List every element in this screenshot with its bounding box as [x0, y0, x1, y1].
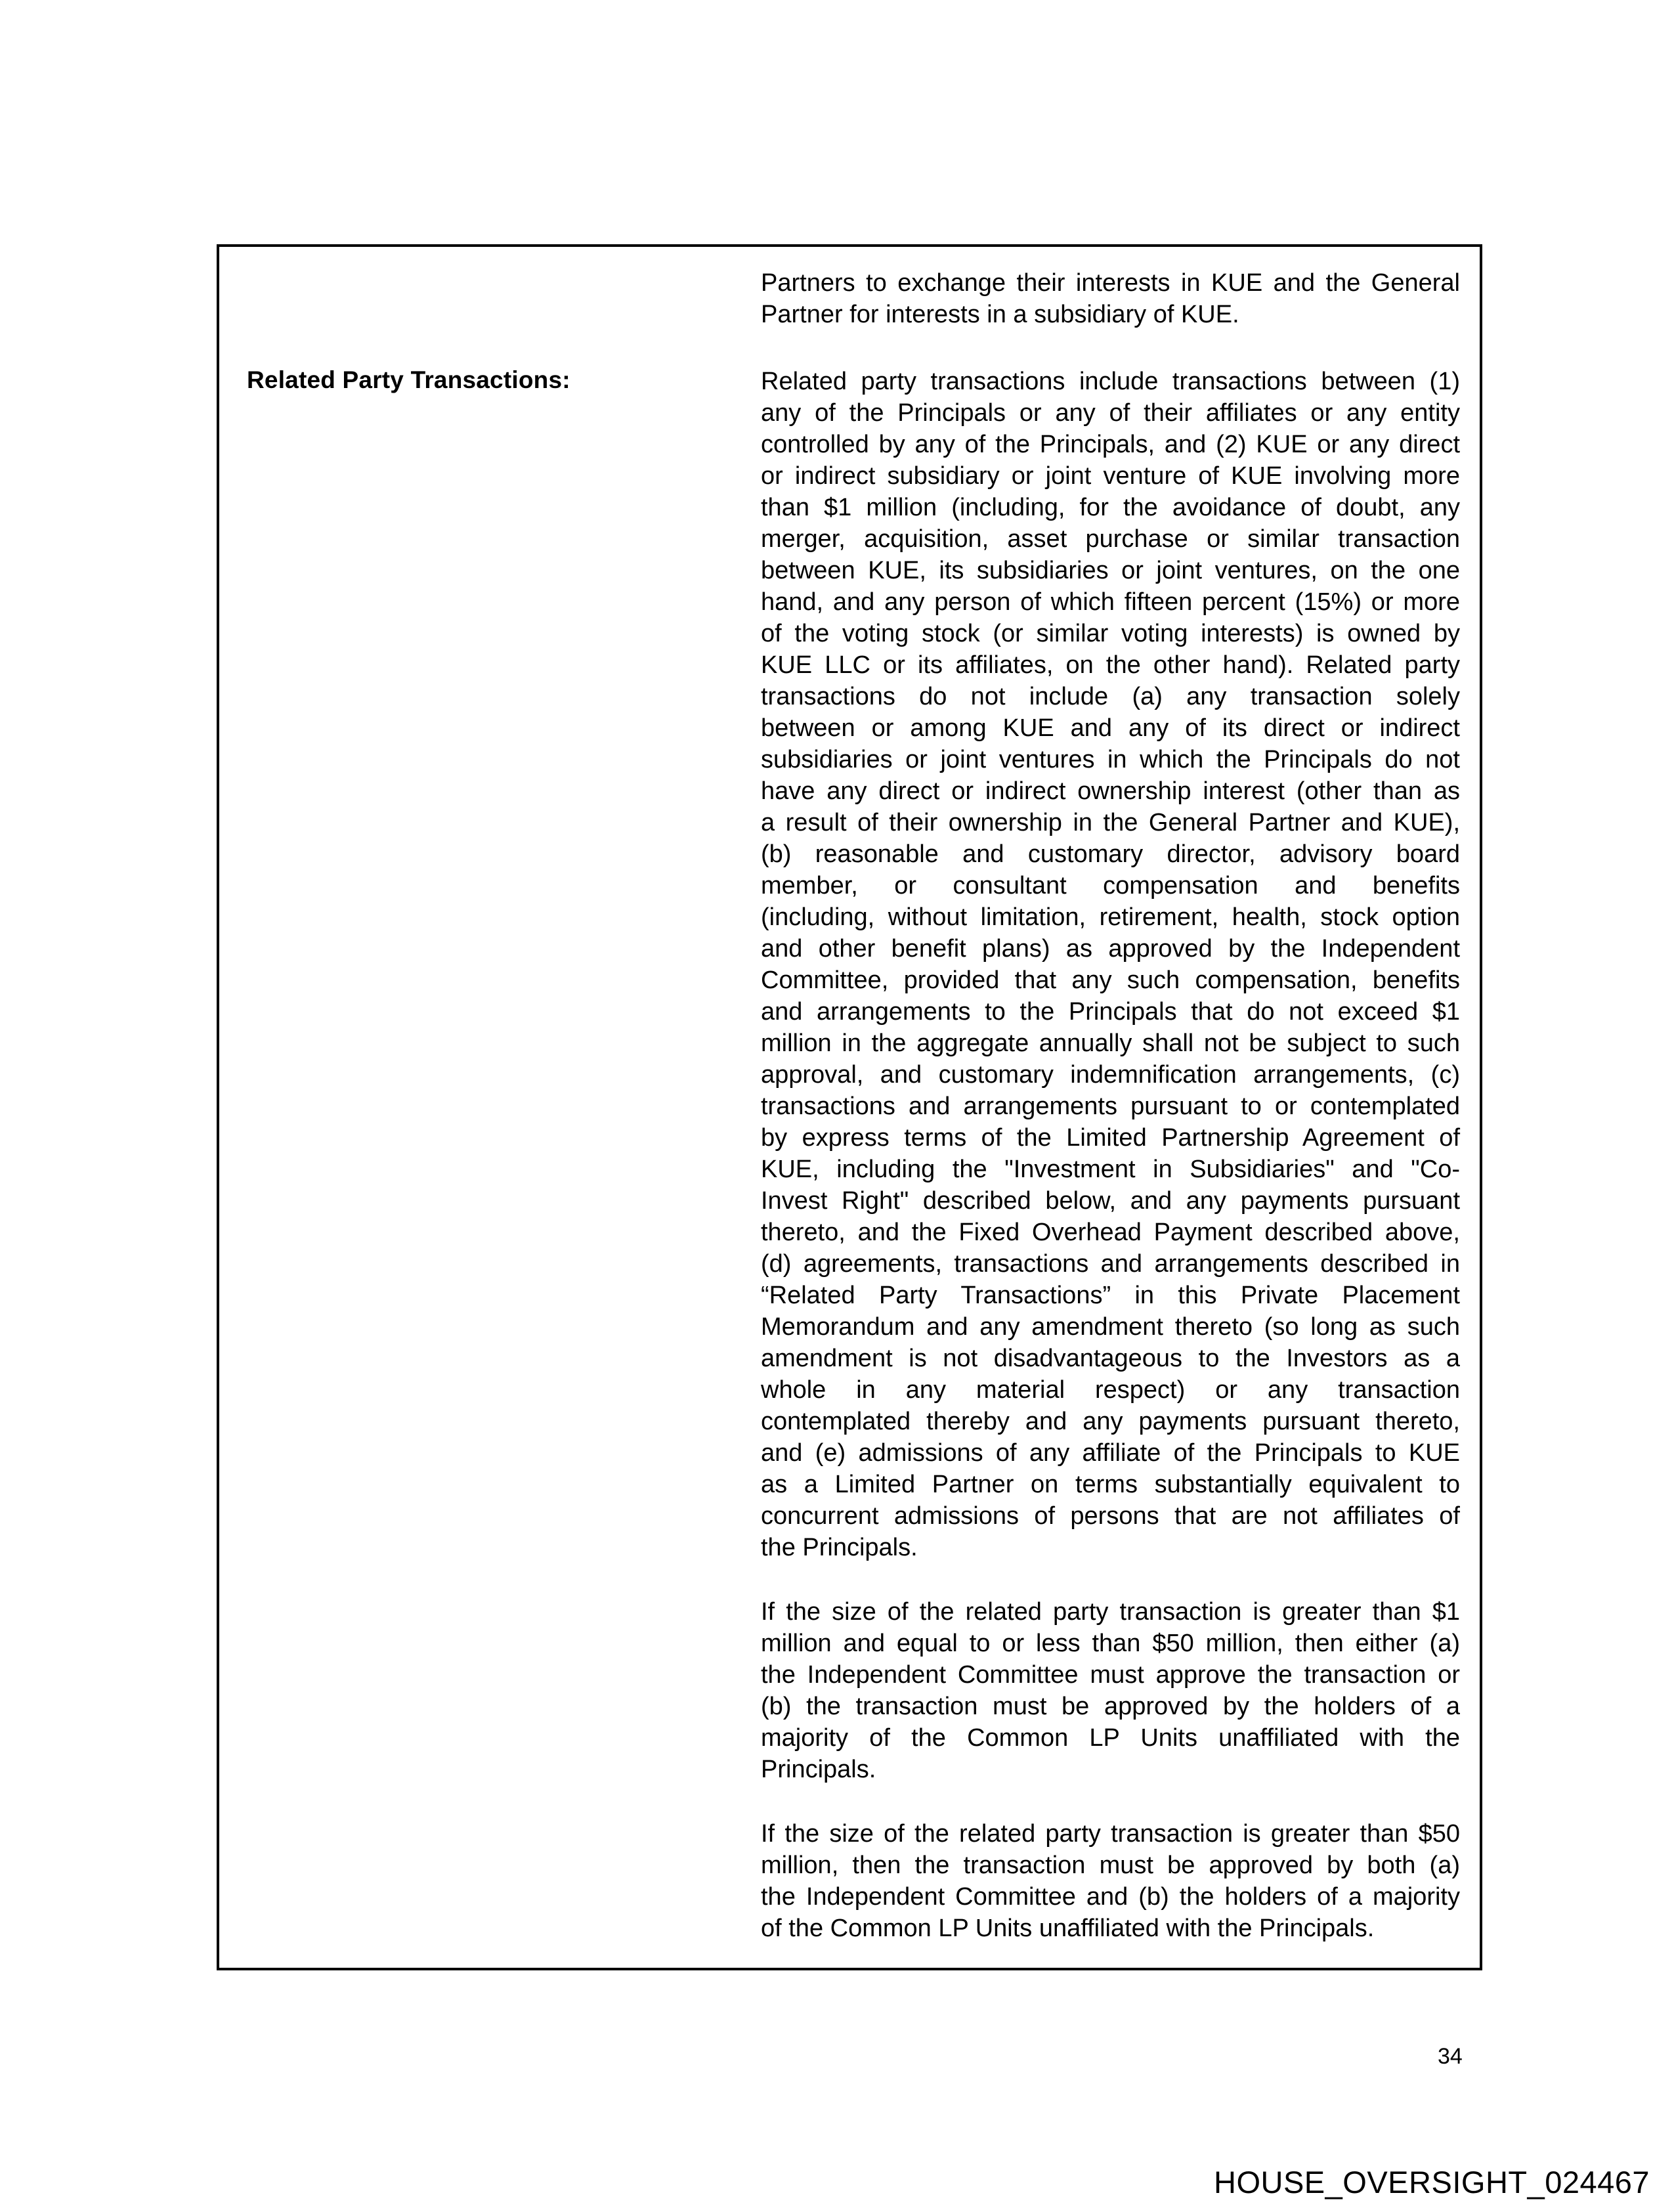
- text-line: the Principals.: [761, 1534, 918, 1561]
- text-line: member, or consultant compensation and benefits: [761, 872, 1460, 900]
- text-line: between or among KUE and any of its direct or indirect: [761, 714, 1460, 742]
- body-column: [761, 267, 1460, 1944]
- text-line: amendment is not disadvantageous to the Investors as a: [761, 1345, 1460, 1372]
- text-line: contemplated thereby and any payments pursuant thereto,: [761, 1408, 1460, 1435]
- text-line: by express terms of the Limited Partnership Agreement of: [761, 1124, 1460, 1152]
- text-line: If the size of the related party transaction is greater than $1: [761, 1598, 1460, 1626]
- text-line: subsidiaries or joint ventures in which the Principals do not: [761, 746, 1460, 773]
- text-line: of the Common LP Units unaffiliated with the Principals.: [761, 1915, 1375, 1942]
- text-line: (d) agreements, transactions and arrangements described in: [761, 1250, 1460, 1278]
- text-line: Related party transactions include transactions between (1): [761, 368, 1460, 395]
- text-line: as a Limited Partner on terms substantially equivalent to: [761, 1471, 1460, 1498]
- text-line: Memorandum and any amendment thereto (so long as such: [761, 1313, 1460, 1341]
- content-border-box: [217, 244, 1482, 1970]
- body-paragraph: [761, 267, 1460, 330]
- text-line: Partner for interests in a subsidiary of KUE.: [761, 301, 1239, 328]
- text-line: (b) reasonable and customary director, advisory board: [761, 840, 1460, 868]
- text-line: KUE LLC or its affiliates, on the other hand). Related party: [761, 651, 1460, 679]
- text-line: the Independent Committee must approve the transaction or: [761, 1661, 1460, 1689]
- text-line: merger, acquisition, asset purchase or similar transaction: [761, 525, 1460, 553]
- text-line: and (e) admissions of any affiliate of the Principals to KUE: [761, 1439, 1460, 1467]
- text-line: between KUE, its subsidiaries or joint ventures, on the one: [761, 557, 1460, 584]
- body-paragraph: [761, 366, 1460, 1563]
- text-line: If the size of the related party transaction is greater than $50: [761, 1820, 1460, 1848]
- body-paragraph: [761, 1596, 1460, 1785]
- text-line: KUE, including the "Investment in Subsidiaries" and "Co-: [761, 1156, 1460, 1183]
- text-line: whole in any material respect) or any transaction: [761, 1376, 1460, 1404]
- text-line: million and equal to or less than $50 million, then either (a): [761, 1630, 1460, 1657]
- text-line: or indirect subsidiary or joint venture of KUE involving more: [761, 462, 1460, 490]
- body-paragraph: [761, 1818, 1460, 1944]
- text-line: of the voting stock (or similar voting interests) is owned by: [761, 620, 1460, 647]
- text-line: concurrent admissions of persons that are not affiliates of: [761, 1502, 1460, 1530]
- text-line: million in the aggregate annually shall not be subject to such: [761, 1030, 1460, 1057]
- text-line: million, then the transaction must be approved by both (a): [761, 1852, 1460, 1879]
- text-line: transactions do not include (a) any transaction solely: [761, 683, 1460, 710]
- text-line: any of the Principals or any of their affiliates or any entity: [761, 399, 1460, 427]
- text-line: Principals.: [761, 1756, 876, 1783]
- text-line: have any direct or indirect ownership interest (other than as: [761, 777, 1460, 805]
- text-line: Partners to exchange their interests in KUE and the General: [761, 269, 1460, 297]
- page-number: 34: [1438, 2044, 1463, 2069]
- text-line: Committee, provided that any such compensation, benefits: [761, 966, 1460, 994]
- section-label: Related Party Transactions:: [247, 366, 570, 393]
- text-line: controlled by any of the Principals, and (2) KUE or any direct: [761, 431, 1460, 458]
- text-line: than $1 million (including, for the avoidance of doubt, any: [761, 494, 1460, 521]
- text-line: and arrangements to the Principals that do not exceed $1: [761, 998, 1460, 1026]
- text-line: transactions and arrangements pursuant to or contemplated: [761, 1093, 1460, 1120]
- bates-stamp: HOUSE_OVERSIGHT_024467: [1214, 2165, 1650, 2200]
- text-line: a result of their ownership in the General Partner and KUE),: [761, 809, 1460, 836]
- text-line: majority of the Common LP Units unaffiliated with the: [761, 1724, 1460, 1752]
- text-line: “Related Party Transactions” in this Private Placement: [761, 1282, 1460, 1309]
- text-line: and other benefit plans) as approved by the Independent: [761, 935, 1460, 963]
- text-line: approval, and customary indemnification arrangements, (c): [761, 1061, 1460, 1089]
- text-line: (b) the transaction must be approved by the holders of a: [761, 1693, 1460, 1720]
- text-line: Invest Right" described below, and any payments pursuant: [761, 1187, 1460, 1215]
- text-line: hand, and any person of which fifteen percent (15%) or more: [761, 588, 1460, 616]
- text-line: the Independent Committee and (b) the holders of a majority: [761, 1883, 1460, 1911]
- text-line: thereto, and the Fixed Overhead Payment described above,: [761, 1219, 1460, 1246]
- text-line: (including, without limitation, retirement, health, stock option: [761, 903, 1460, 931]
